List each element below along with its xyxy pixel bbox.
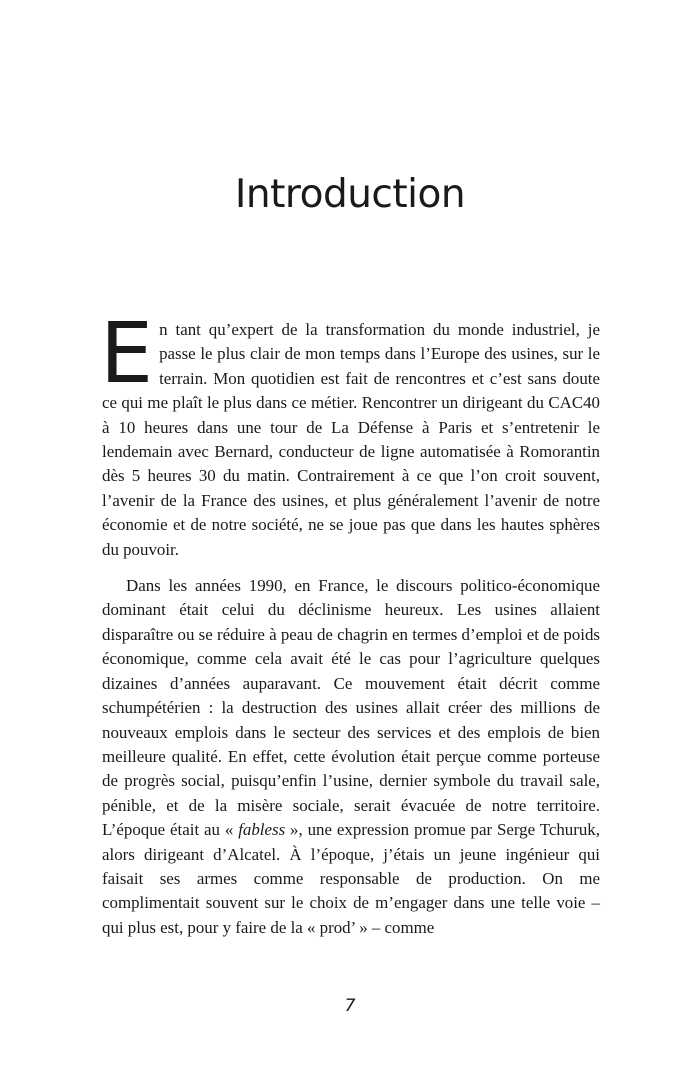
paragraph-2-text-start: Dans les années 1990, en France, le discours politico-économique dominant était celui du déclinisme heureux. Les usines allaient disparaître ou se réduire à peau de chagrin en termes d’emploi et de poids économique, comme cela avait été le cas pour l’agriculture quelques dizaines d’années auparavant. Ce mouvement était décrit comme schumpétérien : la destruction des usines allait créer des millions de nouveaux emplois dans le secteur des services et des emplois de bien meilleure qualité. En effet, cette évolution était perçue comme porteuse de progrès social, puisqu’enfin l’usine, dernier symbole du travail sale, pénible, et de la misère sociale, serait évacuée de notre territoire. L’époque était au « bbox=[102, 576, 600, 840]
chapter-title: Introduction bbox=[234, 172, 466, 217]
drop-cap: E bbox=[100, 304, 154, 402]
italic-term: fabless bbox=[238, 820, 286, 840]
paragraph-1-text: n tant qu’expert de la transformation du monde industriel, je passe le plus clair de mon temps dans l’Europe des usines, sur le terrain. Mon quotidien est fait de rencontres et c’est sans doute ce qui me plaît le plus dans ce métier. Rencontrer un dirigeant du CAC40 à 10 heures dans une tour de La Défense à Paris et s’entretenir le lendemain avec Bernard, conducteur de ligne automatisée à Romorantin dès 5 heures 30 du matin. Contrairement à ce que l’on croit souvent, l’avenir de la France des usines, et plus généralement l’avenir de notre économie et de notre société, ne se joue pas que dans les hautes sphères du pouvoir. bbox=[102, 320, 600, 559]
body-text bbox=[100, 304, 600, 940]
page-number: 7 bbox=[344, 996, 356, 1016]
paragraph-2-text-end: », une expression promue par Serge Tchuruk, alors dirigeant d’Alcatel. À l’époque, j’étais un jeune ingénieur qui faisait ses armes comme responsable de production. On me complimentait souvent sur le choix de m’engager dans une telle voie – qui plus est, pour y faire de la « prod’ » – comme bbox=[102, 820, 600, 937]
paragraph-2 bbox=[102, 574, 600, 940]
paragraph-1 bbox=[100, 304, 600, 562]
